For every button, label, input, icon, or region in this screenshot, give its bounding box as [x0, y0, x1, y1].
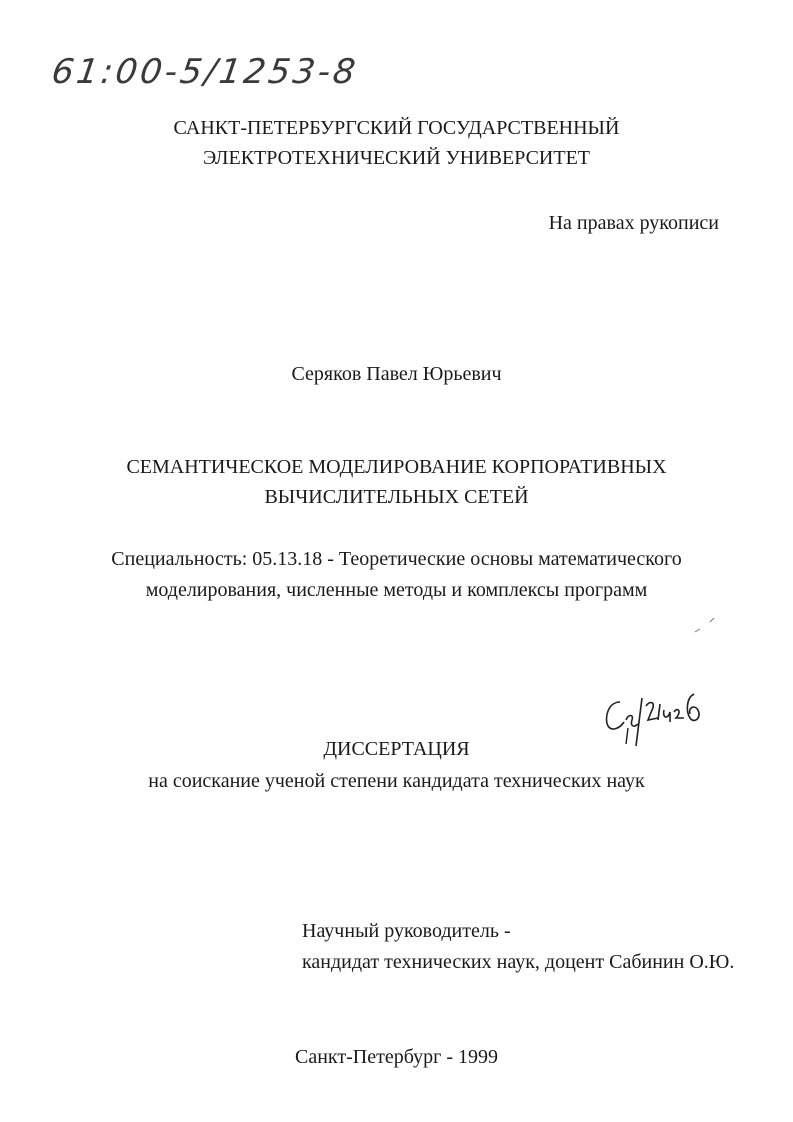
- stray-mark-icon: [694, 618, 716, 634]
- city-year: Санкт-Петербург - 1999: [295, 1046, 498, 1068]
- specialty-line2: моделирования, численные методы и комплексы программ: [145, 579, 648, 601]
- specialty-line1: Специальность: 05.13.18 - Теоретические основы математического: [111, 548, 682, 570]
- dissertation-title-line1: СЕМАНТИЧЕСКОЕ МОДЕЛИРОВАНИЕ КОРПОРАТИВНЫХ: [126, 456, 667, 478]
- supervisor-label: Научный руководитель -: [302, 920, 511, 942]
- degree-sought: на соискание ученой степени кандидата технических наук: [148, 770, 645, 792]
- author-name: Серяков Павел Юрьевич: [291, 363, 502, 385]
- manuscript-rights: На правах рукописи: [548, 212, 719, 234]
- dissertation-title-line2: ВЫЧИСЛИТЕЛЬНЫХ СЕТЕЙ: [264, 486, 529, 508]
- university-name-line1: САНКТ-ПЕТЕРБУРГСКИЙ ГОСУДАРСТВЕННЫЙ: [173, 117, 620, 139]
- archive-code: 61:00-5/1253-8: [49, 52, 361, 92]
- document-type: ДИССЕРТАЦИЯ: [323, 738, 470, 760]
- supervisor-name: кандидат технических наук, доцент Сабинин О.Ю.: [302, 951, 735, 973]
- university-name-line2: ЭЛЕКТРОТЕХНИЧЕСКИЙ УНИВЕРСИТЕТ: [202, 147, 591, 169]
